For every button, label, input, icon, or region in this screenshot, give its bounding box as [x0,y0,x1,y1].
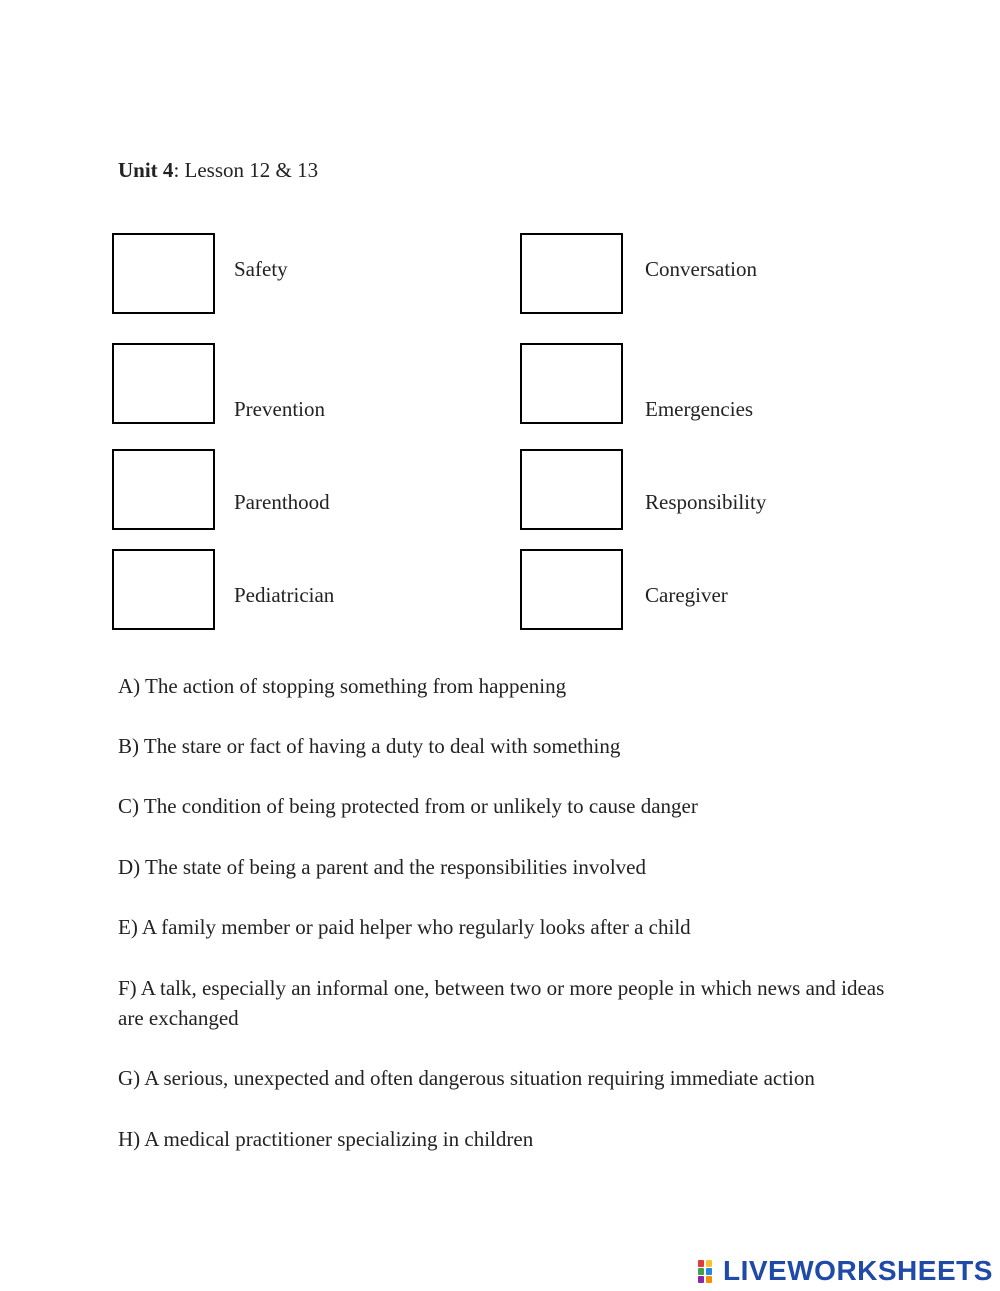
term-conversation: Conversation [645,257,757,281]
answer-box-caregiver[interactable] [520,549,623,630]
term-emergencies: Emergencies [645,397,754,421]
term-parenthood: Parenthood [234,490,330,514]
definition-a: A) The action of stopping something from happening [118,674,567,698]
term-pediatrician: Pediatrician [234,583,335,607]
definition-h: H) A medical practitioner specializing in children [118,1127,534,1151]
definition-g: G) A serious, unexpected and often dangerous situation requiring immediate action [118,1066,815,1090]
term-safety: Safety [234,257,288,281]
answer-box-conversation[interactable] [520,233,623,314]
term-caregiver: Caregiver [645,583,728,607]
term-responsibility: Responsibility [645,490,767,514]
page-title [118,157,318,183]
definition-d: D) The state of being a parent and the responsibilities involved [118,855,646,879]
answer-box-pediatrician[interactable] [112,549,215,630]
definition-f: F) A talk, especially an informal one, between two or more people in which news and ideas are exchanged [118,976,885,1030]
definition-e: E) A family member or paid helper who regularly looks after a child [118,915,691,939]
definition-c: C) The condition of being protected from or unlikely to cause danger [118,794,698,818]
answer-box-prevention[interactable] [112,343,215,424]
answer-box-safety[interactable] [112,233,215,314]
answer-box-emergencies[interactable] [520,343,623,424]
answer-box-responsibility[interactable] [520,449,623,530]
unit-label: Unit 4 [118,158,174,182]
answer-box-parenthood[interactable] [112,449,215,530]
term-prevention: Prevention [234,397,325,421]
liveworksheets-logo [698,1254,993,1288]
logo-text: LIVEWORKSHEETS [723,1255,993,1286]
definition-b: B) The stare or fact of having a duty to deal with something [118,734,621,758]
liveworksheets-logo-icon [698,1258,720,1284]
lesson-label: : Lesson 12 & 13 [173,158,319,182]
